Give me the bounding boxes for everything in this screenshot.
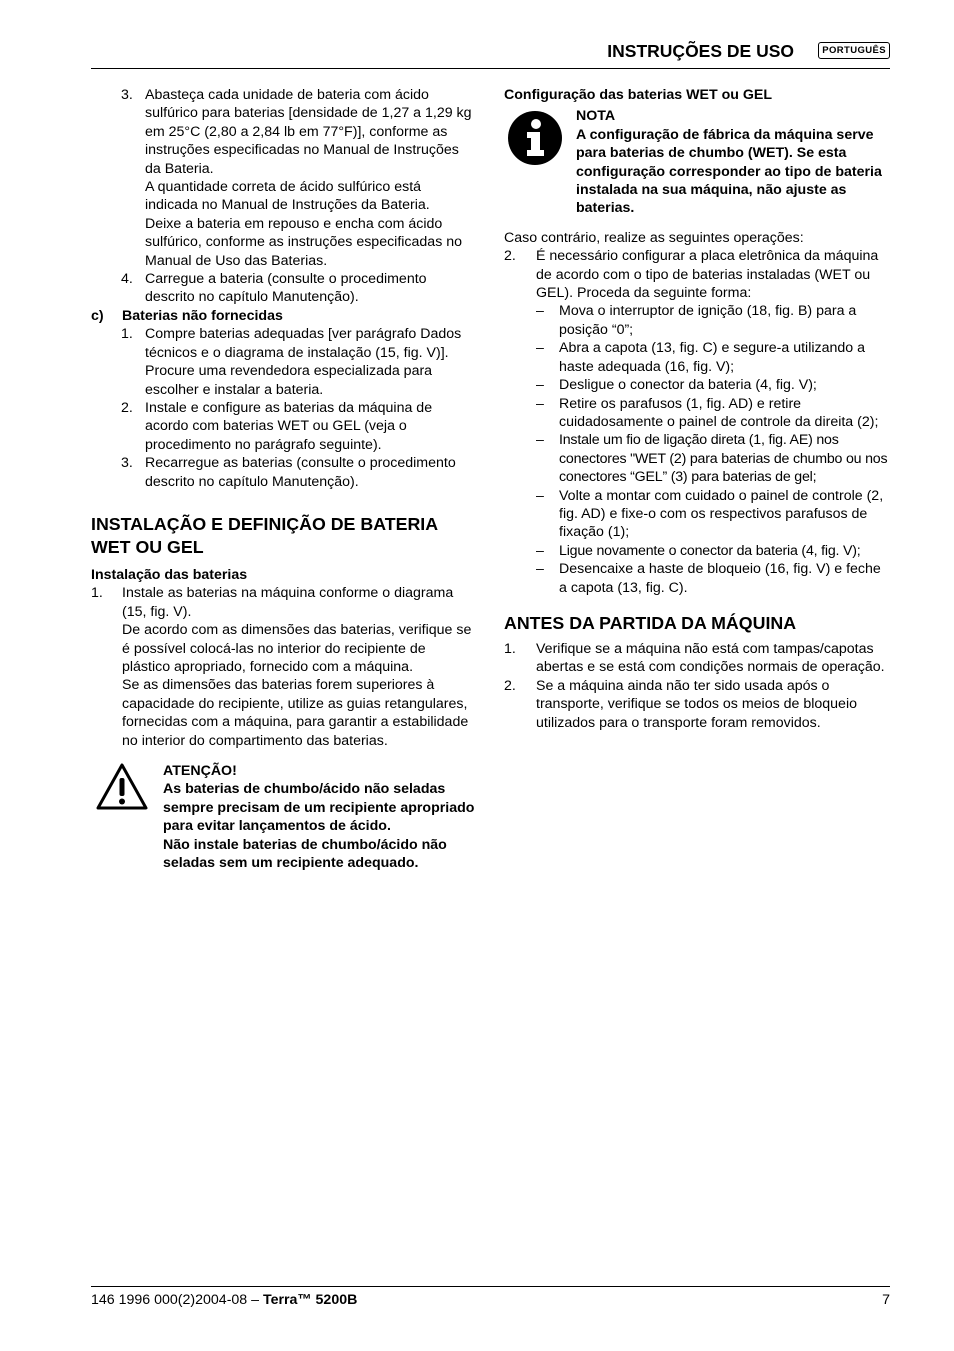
dash-bullet: –	[536, 561, 544, 578]
page-number: 7	[882, 1292, 890, 1308]
list-number: 1.	[121, 326, 133, 343]
list-item	[504, 677, 892, 732]
paragraph: Desencaixe a haste de bloqueio (16, fig. V) e feche a capota (13, fig. C).	[559, 561, 881, 596]
paragraph: É necessário configurar a placa eletrônica da máquina de acordo com o tipo de baterias instaladas (WET ou GEL). Proceda da seguinte forma:	[536, 248, 879, 302]
product-name: Terra™ 5200B	[262, 1292, 358, 1308]
warning-triangle-icon	[95, 762, 149, 812]
note-title: NOTA	[576, 108, 616, 125]
list-item-install	[91, 584, 476, 750]
list-number: 4.	[121, 271, 133, 288]
paragraph: De acordo com as dimensões das baterias, verifique se é possível colocá-las no interior do recipiente de plástico apropriado, fornecido com a máquina.	[122, 622, 472, 675]
dash-list-item	[536, 560, 892, 597]
dash-list-item	[536, 487, 892, 542]
subsection-c-heading	[91, 307, 476, 325]
list-number: 2.	[121, 399, 133, 416]
section-heading-battery-install: INSTALAÇÃO E DEFINIÇÃO DE BATERIA WET OU GEL	[91, 513, 438, 557]
paragraph: Instale as baterias na máquina conforme o diagrama (15, fig. V).	[122, 585, 454, 620]
language-badge: PORTUGUÊS	[818, 42, 890, 59]
dash-bullet: –	[536, 340, 544, 357]
dash-bullet: –	[536, 487, 544, 504]
paragraph: Se as dimensões das baterias forem superiores à capacidade do recipiente, utilize as guias retangulares, fornecidas com a máquina, para garantir a estabilidade no interior do compartimento das baterias.	[122, 677, 469, 749]
dash-list-item	[536, 339, 892, 376]
note-text: A configuração de fábrica da máquina serve para baterias de chumbo (WET). Se esta configuração corresponder ao tipo de bateria instalada na sua máquina, não ajuste as baterias.	[576, 126, 882, 217]
paragraph: Verifique se a máquina não está com tampas/capotas abertas e se está com condições normais de operação.	[536, 640, 885, 676]
document-number: 146 1996 000(2)2004-08 –	[91, 1292, 263, 1308]
list-number: 1.	[91, 585, 103, 602]
note-box	[504, 107, 894, 217]
list-number: 2.	[504, 677, 516, 694]
warning-text: As baterias de chumbo/ácido não seladas sempre precisam de um recipiente apropriado para evitar lançamentos de ácido.	[163, 781, 475, 835]
paragraph: A quantidade correta de ácido sulfúrico está indicada no Manual de Instruções da Bateria.	[145, 179, 430, 214]
paragraph: Deixe a bateria em repouso e encha com ácido sulfúrico, conforme as instruções especificadas no Manual de Uso das Baterias.	[145, 215, 463, 269]
list-number: 3.	[121, 87, 133, 103]
header-rule	[91, 68, 890, 69]
list-item	[91, 399, 476, 454]
warning-box	[91, 762, 476, 872]
page-header-title: INSTRUÇÕES DE USO	[607, 41, 794, 61]
list-item-step-3	[91, 86, 476, 270]
section-heading-before-start: ANTES DA PARTIDA DA MÁQUINA	[504, 612, 797, 633]
dash-list-item	[536, 431, 892, 486]
paragraph: Abasteça cada unidade de bateria com ácido sulfúrico para baterias [densidade de 1,27 a 1,29 kg em 25°C (2,80 a 2,84 lb em 77°F)], conforme as instruções especificadas no Manual de Instruções da Bateria.	[145, 87, 472, 177]
subheading-install: Instalação das baterias	[91, 566, 248, 583]
paragraph: Compre baterias adequadas [ver parágrafo Dados técnicos e o diagrama de instalação (15, fig. V)].	[145, 326, 462, 361]
dash-list-item	[536, 302, 892, 339]
footer-rule	[91, 1286, 890, 1287]
dash-list-item	[536, 542, 892, 560]
list-item-step-2	[504, 247, 892, 302]
right-column	[504, 86, 892, 732]
left-column	[91, 86, 476, 872]
paragraph: Retire os parafusos (1, fig. AD) e retire cuidadosamente o painel de controle da direita (2);	[559, 395, 879, 430]
paragraph: Recarregue as baterias (consulte o procedimento descrito no capítulo Manutenção).	[145, 455, 456, 490]
paragraph: Carregue a bateria (consulte o procedimento descrito no capítulo Manutenção).	[145, 271, 427, 306]
paragraph: Se a máquina ainda não ter sido usada após o transporte, verifique se todos os meios de bloqueio utilizados para o transporte foram removidos.	[536, 677, 857, 731]
dash-list-item	[536, 376, 892, 394]
paragraph: Ligue novamente o conector da bateria (4, fig. V);	[559, 542, 861, 559]
paragraph: Caso contrário, realize as seguintes operações:	[504, 229, 804, 246]
warning-text: Não instale baterias de chumbo/ácido não seladas sem um recipiente adequado.	[163, 836, 447, 872]
dash-bullet: –	[536, 303, 544, 320]
list-item	[504, 640, 892, 677]
dash-list	[504, 302, 892, 597]
dash-bullet: –	[536, 432, 544, 449]
paragraph: Procure uma revendedora especializada para escolher e instalar a bateria.	[145, 363, 433, 398]
paragraph: Instale e configure as baterias da máquina de acordo com baterias WET ou GEL (veja o procedimento no parágrafo seguinte).	[145, 399, 433, 453]
paragraph: Volte a montar com cuidado o painel de controle (2, fig. AD) e fixe-o com os respectivos parafusos de fixação (1);	[559, 487, 884, 541]
list-number: 2.	[504, 248, 516, 265]
warning-title: ATENÇÃO!	[163, 763, 237, 779]
subheading-config: Configuração das baterias WET ou GEL	[504, 87, 773, 103]
dash-bullet: –	[536, 542, 544, 559]
list-number: 1.	[504, 640, 516, 657]
paragraph: Instale um fio de ligação direta (1, fig. AE) nos conectores "WET (2) para baterias de chumbo ou nos conectores “GEL” (3) para baterias de gel;	[559, 432, 888, 486]
paragraph: Desligue o conector da bateria (4, fig. V);	[559, 377, 817, 394]
paragraph: Abra a capota (13, fig. C) e segure-a utilizando a haste adequada (16, fig. V);	[559, 340, 865, 375]
list-item	[91, 325, 476, 399]
dash-list-item	[536, 395, 892, 432]
dash-bullet: –	[536, 377, 544, 394]
subsection-title: Baterias não fornecidas	[122, 307, 283, 324]
subsection-label: c)	[91, 307, 104, 324]
info-icon	[507, 110, 563, 166]
list-item	[91, 454, 476, 491]
list-item-step-4	[91, 270, 476, 307]
dash-bullet: –	[536, 395, 544, 412]
list-number: 3.	[121, 455, 133, 472]
paragraph: Mova o interruptor de ignição (18, fig. B) para a posição “0”;	[559, 303, 857, 338]
footer-doc-code	[91, 1291, 357, 1309]
